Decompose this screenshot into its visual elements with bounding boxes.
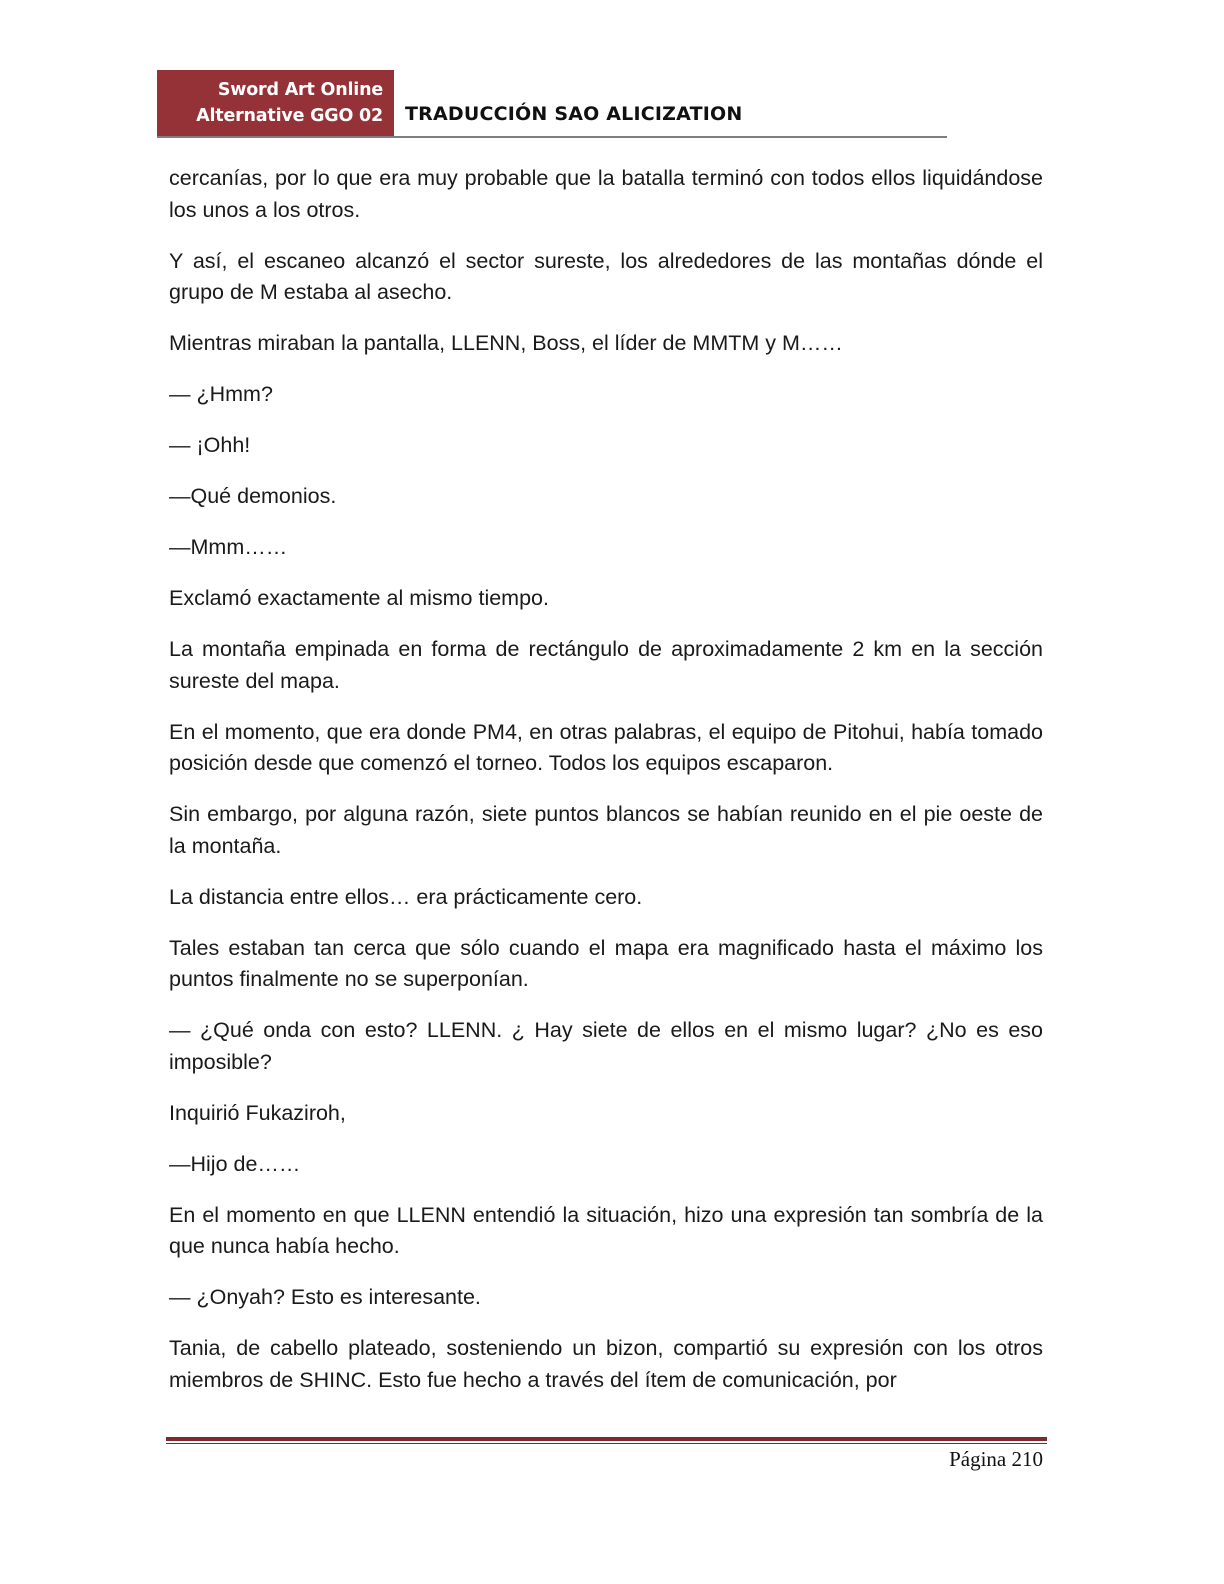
- paragraph: La montaña empinada en forma de rectángulo de aproximadamente 2 km en la sección sureste del mapa.: [169, 637, 1043, 693]
- page-body: [169, 163, 1043, 1416]
- page-number: Página 210: [949, 1447, 1043, 1471]
- paragraph: — ¿Qué onda con esto? LLENN. ¿ Hay siete de ellos en el mismo lugar? ¿No es eso imposible?: [169, 1018, 1043, 1074]
- paragraph: —Qué demonios.: [169, 484, 337, 508]
- paragraph: cercanías, por lo que era muy probable que la batalla terminó con todos ellos liquidándose los unos a los otros.: [169, 166, 1043, 222]
- paragraph: Tania, de cabello plateado, sosteniendo un bizon, compartió su expresión con los otros miembros de SHINC. Esto fue hecho a través del ítem de comunicación, por: [169, 1336, 1043, 1392]
- footer-divider-thin: [166, 1443, 1047, 1444]
- paragraph: Tales estaban tan cerca que sólo cuando el mapa era magnificado hasta el máximo los puntos finalmente no se superponían.: [169, 935, 1043, 991]
- paragraph: Mientras miraban la pantalla, LLENN, Boss, el líder de MMTM y M……: [169, 331, 843, 355]
- header-series-line2: Alternative GGO 02: [196, 106, 383, 126]
- paragraph: En el momento en que LLENN entendió la situación, hizo una expresión tan sombría de la que nunca había hecho.: [169, 1202, 1043, 1258]
- paragraph: —Hijo de……: [169, 1151, 301, 1176]
- paragraph: — ¡Ohh!: [169, 433, 251, 457]
- header-title: TRADUCCIÓN SAO ALICIZATION: [405, 103, 743, 125]
- paragraph: —Mmm……: [169, 535, 288, 559]
- paragraph: Inquirió Fukaziroh,: [169, 1100, 346, 1125]
- paragraph: — ¿Onyah? Esto es interesante.: [169, 1285, 481, 1309]
- header-series-box: [157, 70, 394, 137]
- header-divider: [157, 136, 947, 138]
- paragraph: — ¿Hmm?: [169, 382, 273, 406]
- footer-divider-thick: [166, 1437, 1047, 1441]
- paragraph: Exclamó exactamente al mismo tiempo.: [169, 586, 549, 610]
- paragraph: Sin embargo, por alguna razón, siete puntos blancos se habían reunido en el pie oeste de la montaña.: [169, 802, 1043, 858]
- paragraph: Y así, el escaneo alcanzó el sector sureste, los alrededores de las montañas dónde el grupo de M estaba al asecho.: [169, 248, 1043, 304]
- paragraph: En el momento, que era donde PM4, en otras palabras, el equipo de Pitohui, había tomado posición desde que comenzó el torneo. Todos los equipos escaparon.: [169, 719, 1043, 775]
- paragraph: La distancia entre ellos… era prácticamente cero.: [169, 884, 643, 909]
- header-series-line1: Sword Art Online: [217, 80, 383, 100]
